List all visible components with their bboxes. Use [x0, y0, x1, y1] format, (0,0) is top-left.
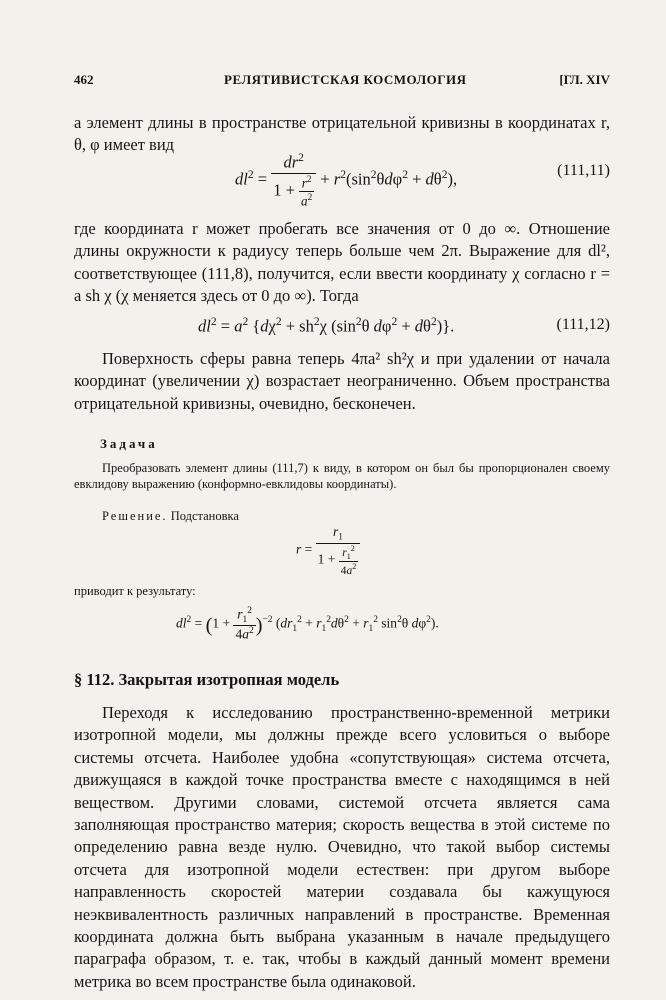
equation-number: (111,12) — [556, 316, 610, 333]
solution-text: Подстановка — [170, 509, 239, 523]
page-number: 462 — [74, 72, 94, 87]
fraction: $\frac{r_1^2}{4a^2}$ — [235, 606, 254, 642]
equation-number: (111,11) — [557, 162, 610, 179]
paragraph-sphere-surface: Поверхность сферы равна теперь 4πa² sh²χ и при удалении от начала координат (увеличении χ) возрастает неограниченно. Объем пространства отрицательной кривизны, очевидно, бесконечен. — [74, 349, 610, 413]
page-header — [74, 72, 610, 92]
equation-111-12: $dl^2 = a^2$ {$d\chi^2 + sh^2\chi$ ($\sin^2\theta$ $d\varphi^2 + d\theta^2$)}. — [198, 316, 455, 336]
running-title: РЕЛЯТИВИСТСКАЯ КОСМОЛОГИЯ — [224, 72, 467, 87]
problem-heading: Задача — [100, 436, 158, 451]
paragraph-coordinate: где координата r может пробегать все значения от 0 до ∞. Отношение длины окружности к радиусу теперь больше чем 2π. Выражение для dl², соответствующее (111,8), получится, если ввести координату χ согласно r = a sh χ (χ меняется здесь от 0 до ∞). Тогда — [74, 219, 610, 306]
fraction: $dr^2$ 1 + $\frac{r^2}{a^2}$ — [271, 152, 316, 209]
equation-substitution: r = $r_1$ 1 + $\frac{r_1^2}{4a^2}$ — [296, 524, 360, 577]
paragraph-section-112: Переходя к исследованию пространственно-временной метрики изотропной модели, мы должны прежде всего условиться о выборе системы отсчета. Наиболее удобна «сопутствующая» система отсчета, движущаяся в каждой точке пространства вместе с находящимся в ней веществом. Другими словами, системой отсчета является сама заполняющая пространство материя; скорость вещества в этой системе по определению равна везде нулю. Очевидно, что такой выбор системы отсчета для изотропной модели естествен: при другом выборе направленность скоростей материи создавала бы кажущуюся неэквивалентность различных направлений в пространстве. Временная координата должна быть выбрана указанным в начале предыдущего параграфа образом, т. е. так, чтобы в каждый данный момент времени метрика во всем пространстве была одинаковой. — [74, 703, 610, 991]
equation-111-11: $dl^2$ = $dr^2$ 1 + $\frac{r^2}{a^2}$ + $r^2(\sin^2\theta d\varphi^2 + d\theta^2)$, — [235, 152, 458, 209]
fraction: $r_1$ 1 + $\frac{r_1^2}{4a^2}$ — [316, 524, 361, 577]
solution-line — [102, 508, 239, 524]
chapter-label: [ГЛ. XIV — [559, 72, 610, 87]
equation-conformal: $dl^2 = (1$ + $\frac{r_1^2}{4a^2}$ )$^{-2}$ ($dr_1^2 + r_1^2d\theta^2 + r_1^2$ $\sin^2\theta$ $d\varphi^2$). — [176, 606, 439, 642]
solution-label: Решение. — [102, 509, 168, 523]
paragraph-intro: а элемент длины в пространстве отрицательной кривизны в координатах r, θ, φ имеет вид — [74, 113, 610, 155]
result-text: приводит к результату: — [74, 584, 196, 598]
problem-statement: Преобразовать элемент длины (111,7) к виду, в котором он был бы пропорционален своему евклидову выражению (конформно-евклидовы координаты). — [74, 461, 610, 491]
section-heading: § 112. Закрытая изотропная модель — [74, 670, 340, 689]
